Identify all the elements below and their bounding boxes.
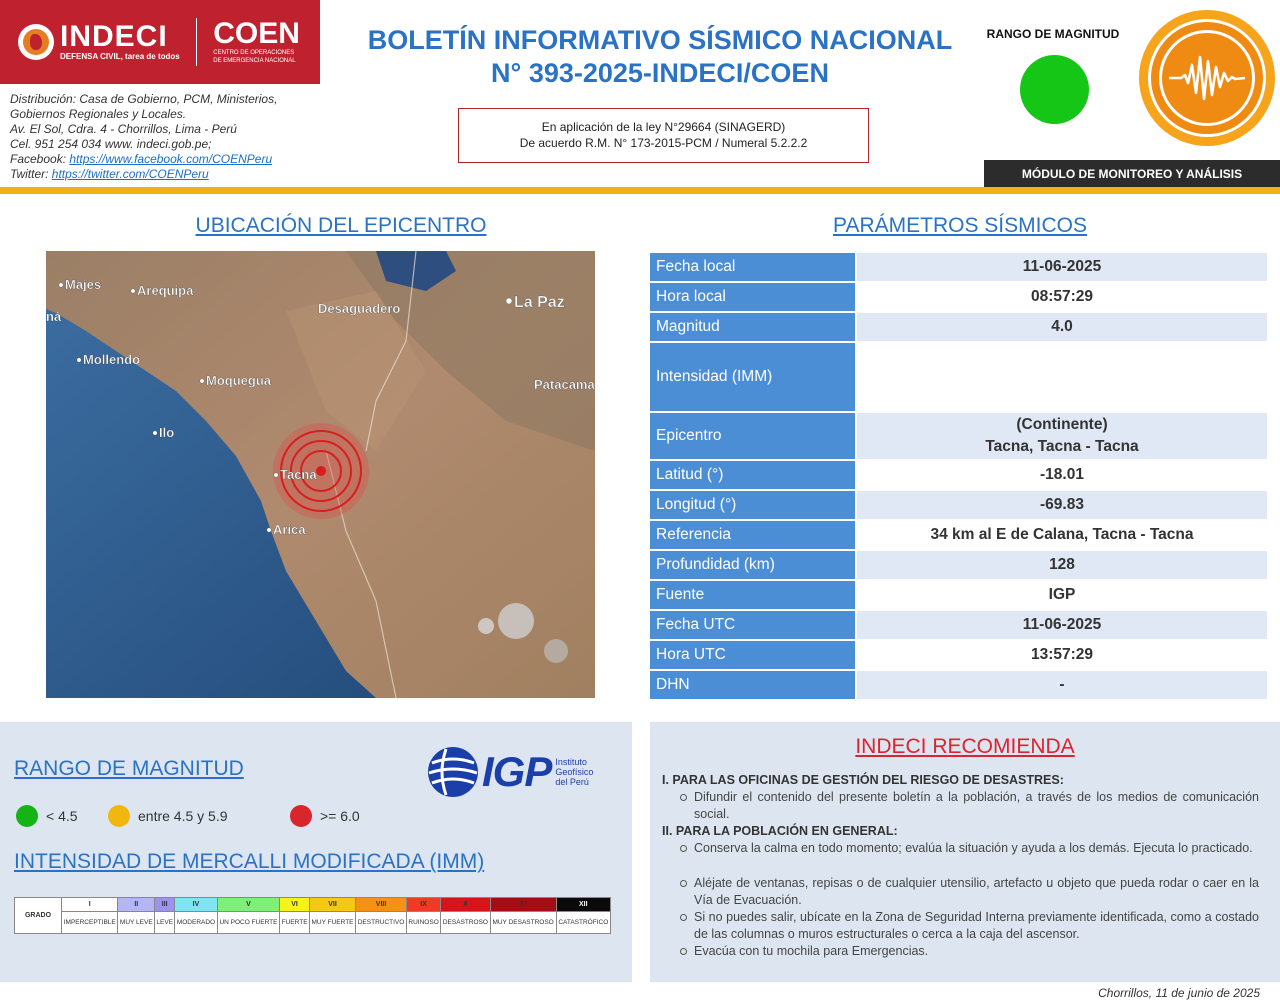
param-value-line1: (Continente): [1016, 416, 1108, 433]
params-section-title: PARÁMETROS SÍSMICOS: [833, 214, 1087, 237]
param-key: Fuente: [650, 581, 855, 609]
param-row: [650, 283, 1267, 311]
param-value: -: [857, 671, 1267, 699]
law-box: [458, 108, 869, 163]
param-row: [650, 461, 1267, 489]
param-key: Longitud (°): [650, 491, 855, 519]
distribution-info: [10, 92, 310, 182]
legend-dot-yellow: [108, 805, 130, 827]
param-row: [650, 611, 1267, 639]
legend-label: < 4.5: [46, 808, 78, 824]
bulletin-title: [340, 24, 980, 90]
law-line1: En aplicación de la ley N°29664 (SINAGERD): [541, 120, 786, 134]
imm-level-name: IMPERCEPTIBLE: [62, 912, 118, 934]
param-value: [857, 343, 1267, 411]
seismic-params-table: [650, 251, 1267, 701]
legend-item-mid: [108, 805, 228, 827]
legend-label: entre 4.5 y 5.9: [138, 808, 228, 824]
param-row: [650, 313, 1267, 341]
recommendations-title: INDECI RECOMIENDA: [855, 735, 1075, 758]
imm-scale-table: [14, 897, 611, 934]
param-value: 13:57:29: [857, 641, 1267, 669]
imm-level-name: MUY DESASTROSO: [490, 912, 556, 934]
legend-dot-green: [16, 805, 38, 827]
param-key: Intensidad (IMM): [650, 343, 855, 411]
coen-tagline-1: CENTRO DE OPERACIONES: [213, 50, 295, 56]
address-line: Av. El Sol, Cdra. 4 - Chorrillos, Lima - Perú: [10, 122, 237, 136]
imm-level-number: VI: [280, 898, 310, 912]
legend-item-low: [16, 805, 78, 827]
imm-level-name: MODERADO: [175, 912, 217, 934]
map-label-tacna: Tacna: [280, 467, 317, 482]
param-key: Latitud (°): [650, 461, 855, 489]
param-value: -69.83: [857, 491, 1267, 519]
param-row: [650, 491, 1267, 519]
igp-sub-line: Geofísico: [555, 767, 594, 777]
param-key: Hora local: [650, 283, 855, 311]
param-value: IGP: [857, 581, 1267, 609]
map-canvas: [46, 251, 595, 698]
imm-level-number: XII: [556, 898, 610, 912]
twitter-label: Twitter:: [10, 167, 52, 181]
map-label-moquegua: Moquegua: [206, 373, 271, 388]
param-row: [650, 343, 1267, 411]
param-value: 08:57:29: [857, 283, 1267, 311]
coen-logo: [213, 19, 300, 65]
legend-dot-red: [290, 805, 312, 827]
imm-level-number: X: [441, 898, 490, 912]
map-label-patacama: Patacama: [534, 377, 595, 392]
map-label-arequipa: Arequipa: [137, 283, 194, 298]
param-key: Magnitud: [650, 313, 855, 341]
indeci-tagline: DEFENSA CIVIL, tarea de todos: [60, 52, 180, 61]
logo-divider: [196, 18, 198, 66]
imm-level-name: DESASTROSO: [441, 912, 490, 934]
header-divider: [0, 187, 1280, 194]
range-label: RANGO DE MAGNITUD: [986, 27, 1120, 41]
param-key: Epicentro: [650, 413, 855, 459]
igp-subtitle: [555, 757, 593, 787]
param-value: 11-06-2025: [857, 611, 1267, 639]
map-label-desaguadero: Desaguadero: [318, 301, 401, 316]
param-value: 11-06-2025: [857, 253, 1267, 281]
indeci-wordmark: INDECI: [60, 20, 168, 53]
seismograph-logo-icon: [1139, 10, 1275, 146]
map-label-ilo: Ilo: [159, 425, 175, 440]
magnitude-range-title: RANGO DE MAGNITUD: [14, 757, 244, 780]
bulletin-title-line1: BOLETÍN INFORMATIVO SÍSMICO NACIONAL: [367, 25, 953, 55]
distribution-line: Distribución: Casa de Gobierno, PCM, Ministerios,: [10, 92, 278, 106]
header-logo-band: [0, 0, 320, 84]
param-value: 128: [857, 551, 1267, 579]
magnitude-range-indicator: [1020, 55, 1089, 124]
imm-level-name: RUINOSO: [406, 912, 440, 934]
rec-item: Si no puedes salir, ubícate en la Zona de Seguridad Interna previamente identificada, como a costado de las columnas o muros estructurales o cerca a la caja del ascensor.: [678, 909, 1259, 943]
param-row: [650, 641, 1267, 669]
param-value: 4.0: [857, 313, 1267, 341]
legend-item-high: [290, 805, 360, 827]
imm-level-number: VII: [309, 898, 355, 912]
map-label-lapaz: La Paz: [514, 294, 565, 311]
rec-item: Difundir el contenido del presente boletín a la población, a través de los medios de comunicación social.: [678, 789, 1259, 823]
rec-item: Aléjate de ventanas, repisas o de cualquier utensilio, artefacto u objeto que pueda rodar o caer en la Vía de Evacuación.: [678, 875, 1259, 909]
imm-level-name: MUY LEVE: [118, 912, 155, 934]
coen-tagline-2: DE EMERGENCIA NACIONAL: [213, 58, 296, 64]
map-label-na: ná: [46, 309, 62, 324]
param-row: [650, 413, 1267, 459]
twitter-line: [10, 167, 310, 182]
igp-sub-line: Instituto: [555, 757, 587, 767]
rec-heading-population: II. PARA LA POBLACIÓN EN GENERAL:: [662, 824, 898, 838]
param-value: -18.01: [857, 461, 1267, 489]
monitoring-module-band: MÓDULO DE MONITOREO Y ANÁLISIS: [984, 160, 1280, 188]
imm-level-name: CATASTRÓFICO: [556, 912, 610, 934]
coen-wordmark: COEN: [213, 17, 300, 50]
param-value-line2: Tacna, Tacna - Tacna: [985, 438, 1139, 455]
imm-level-name: DESTRUCTIVO: [356, 912, 407, 934]
imm-level-number: VIII: [356, 898, 407, 912]
imm-grado-label: GRADO: [15, 898, 62, 934]
param-key: DHN: [650, 671, 855, 699]
recommendations-body: [662, 772, 1259, 960]
facebook-label: Facebook:: [10, 152, 70, 166]
imm-level-name: UN POCO FUERTE: [217, 912, 280, 934]
param-row: [650, 521, 1267, 549]
map-label-arica: Arica: [273, 522, 306, 537]
imm-level-number: IV: [175, 898, 217, 912]
indeci-emblem-icon: [18, 24, 54, 60]
law-line2: De acuerdo R.M. N° 173-2015-PCM / Numeral 5.2.2.2: [519, 136, 808, 150]
imm-level-name: MUY FUERTE: [309, 912, 355, 934]
param-key: Hora UTC: [650, 641, 855, 669]
param-key: Profundidad (km): [650, 551, 855, 579]
rec-heading-offices: I. PARA LAS OFICINAS DE GESTIÓN DEL RIESGO DE DESASTRES:: [662, 773, 1064, 787]
distribution-line: Gobiernos Regionales y Locales.: [10, 107, 187, 121]
facebook-link[interactable]: https://www.facebook.com/COENPeru: [69, 152, 273, 166]
imm-level-name: FUERTE: [280, 912, 310, 934]
epicenter-marker-icon: [316, 466, 326, 476]
param-row: [650, 581, 1267, 609]
imm-title: INTENSIDAD DE MERCALLI MODIFICADA (IMM): [14, 850, 485, 873]
indeci-logo: [60, 22, 180, 62]
bulletin-number: N° 393-2025-INDECI/COEN: [491, 58, 829, 88]
imm-level-number: XI: [490, 898, 556, 912]
imm-level-number: I: [62, 898, 118, 912]
param-key: Fecha local: [650, 253, 855, 281]
epicenter-map[interactable]: [46, 251, 595, 698]
epicenter-section-title: UBICACIÓN DEL EPICENTRO: [195, 214, 487, 237]
igp-sub-line: del Perú: [555, 777, 589, 787]
param-value: 34 km al E de Calana, Tacna - Tacna: [857, 521, 1267, 549]
footer-date: Chorrillos, 11 de junio de 2025: [1098, 986, 1260, 1000]
facebook-line: [10, 152, 310, 167]
param-value: [857, 413, 1267, 459]
map-label-mollendo: Mollendo: [83, 352, 141, 367]
param-key: Referencia: [650, 521, 855, 549]
igp-wordmark: IGP: [482, 748, 552, 795]
map-label-majes: Majes: [65, 277, 102, 292]
imm-level-number: III: [155, 898, 175, 912]
imm-level-number: II: [118, 898, 155, 912]
igp-logo: [426, 744, 616, 800]
rec-item: Evacúa con tu mochila para Emergencias.: [678, 943, 1259, 960]
imm-level-number: IX: [406, 898, 440, 912]
param-row: [650, 671, 1267, 699]
igp-globe-icon: [426, 745, 480, 799]
contact-line: Cel. 951 254 034 www. indeci.gob.pe;: [10, 137, 212, 151]
twitter-link[interactable]: https://twitter.com/COENPeru: [51, 167, 209, 181]
rec-item: Conserva la calma en todo momento; evalúa la situación y ayuda a los demás. Ejecuta lo practicado.: [678, 840, 1259, 857]
param-key: Fecha UTC: [650, 611, 855, 639]
param-row: [650, 253, 1267, 281]
imm-level-name: LEVE: [155, 912, 175, 934]
legend-label: >= 6.0: [320, 808, 360, 824]
imm-level-number: V: [217, 898, 280, 912]
param-row: [650, 551, 1267, 579]
